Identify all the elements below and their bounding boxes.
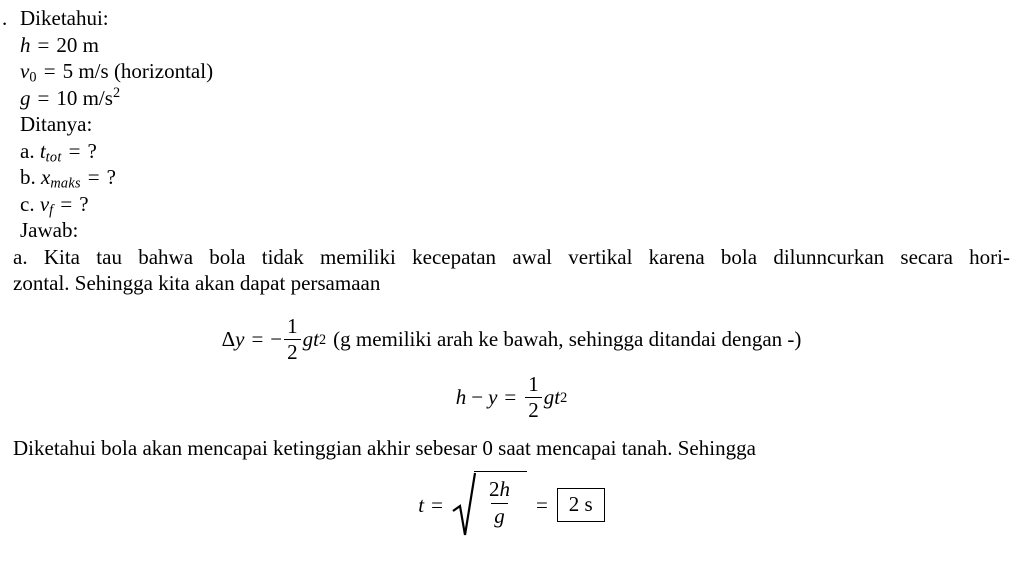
fraction-numerator: 1 xyxy=(287,313,298,338)
equals-sign: = xyxy=(535,492,548,517)
var-g: g xyxy=(20,85,31,110)
square-root xyxy=(452,471,527,539)
equals-sign: = xyxy=(37,32,50,57)
var-y: y xyxy=(235,327,245,352)
fraction-one-half xyxy=(525,373,542,423)
radical-sign-icon xyxy=(452,471,476,539)
ditanya-item-b xyxy=(20,164,1010,191)
ditanya-heading: Ditanya: xyxy=(20,112,93,136)
equals-sign: = xyxy=(431,492,443,517)
item-label-b: b. xyxy=(20,165,36,189)
subscript-f: f xyxy=(49,202,54,219)
value-g: 10 m/s xyxy=(56,85,113,110)
equals-sign: = xyxy=(251,327,264,352)
equation-delta-y-row: Δ y = − $\frac{1}{2}$ gt 2 (g memiliki arah ke bawah, sehingga ditandai dengan -) xyxy=(221,313,802,365)
equation-height xyxy=(13,373,1010,423)
fraction-numerator: 1 xyxy=(528,371,539,396)
jawab-heading: Jawab: xyxy=(20,218,79,242)
var-v: v xyxy=(20,59,30,83)
equation-delta-y xyxy=(13,315,1010,365)
radicand xyxy=(474,471,527,530)
list-item-marker: . xyxy=(2,6,8,30)
var-x: x xyxy=(41,165,51,189)
delta-symbol: Δ xyxy=(221,327,236,352)
item-label-c: c. xyxy=(20,191,35,216)
given-item-v0 xyxy=(20,58,1010,85)
var-h: h xyxy=(455,385,467,410)
superscript-2: 2 xyxy=(112,84,121,101)
var-t: t xyxy=(418,492,425,517)
note-horizontal: (horizontal) xyxy=(113,59,214,83)
subscript-tot: tot xyxy=(45,149,62,166)
equals-sign: = xyxy=(43,59,56,83)
var-h: h xyxy=(20,32,31,57)
equals-sign: = xyxy=(504,385,517,410)
given-heading: Diketahui: xyxy=(20,6,109,30)
minus-sign: − xyxy=(270,327,283,352)
equation-height-row: h − y = $\frac{1}{2}$ gt 2 xyxy=(455,371,568,423)
equals-sign: = xyxy=(37,85,50,110)
answer-paragraph-line1: a. Kita tau bahwa bola tidak memiliki kecepatan awal vertikal karena bola dilunncurkan secara hori- xyxy=(13,244,1010,269)
equation-time-row xyxy=(418,471,604,539)
var-t: t xyxy=(39,138,46,163)
ditanya-item-a xyxy=(20,138,1010,165)
equals-sign: = xyxy=(68,138,81,163)
var-vf: v xyxy=(39,191,50,216)
fraction-one-half xyxy=(284,315,301,365)
ditanya-item-c xyxy=(20,191,1010,218)
equation-time xyxy=(13,471,1010,539)
term-gt: gt xyxy=(302,327,319,352)
item-label-a: a. xyxy=(20,138,35,163)
fraction-denominator: g xyxy=(491,503,508,529)
equals-sign: = xyxy=(87,165,100,189)
ground-paragraph: Diketahui bola akan mencapai ketinggian akhir sebesar 0 saat mencapai tanah. Sehingga xyxy=(13,435,756,460)
term-gt: gt xyxy=(543,385,561,410)
given-heading-line xyxy=(2,5,1010,32)
equals-sign: = xyxy=(60,191,73,216)
minus-sign: − xyxy=(471,385,484,410)
answer-paragraph-line2: zontal. Sehingga kita akan dapat persamaan xyxy=(13,271,381,295)
fraction-denominator: 2 xyxy=(525,397,542,423)
coef-2: 2 xyxy=(488,477,500,502)
given-block xyxy=(13,32,1010,244)
question-mark: ? xyxy=(106,165,116,189)
question-mark: ? xyxy=(79,191,89,216)
fraction-numerator xyxy=(486,478,513,503)
fraction-denominator: 2 xyxy=(284,339,301,365)
given-item-g xyxy=(20,85,1010,112)
value-v0: 5 m/s xyxy=(62,59,109,83)
given-item-h xyxy=(20,32,1010,59)
var-h: h xyxy=(499,477,510,502)
subscript-maks: maks xyxy=(50,175,81,192)
var-y: y xyxy=(488,385,498,410)
question-mark: ? xyxy=(87,138,97,163)
subscript-0: 0 xyxy=(29,69,37,86)
boxed-answer: 2 s xyxy=(557,488,605,522)
equation-note: (g memiliki arah ke bawah, sehingga ditandai dengan -) xyxy=(333,327,802,352)
value-h: 20 m xyxy=(56,32,99,57)
fraction-2h-over-g xyxy=(486,478,513,528)
